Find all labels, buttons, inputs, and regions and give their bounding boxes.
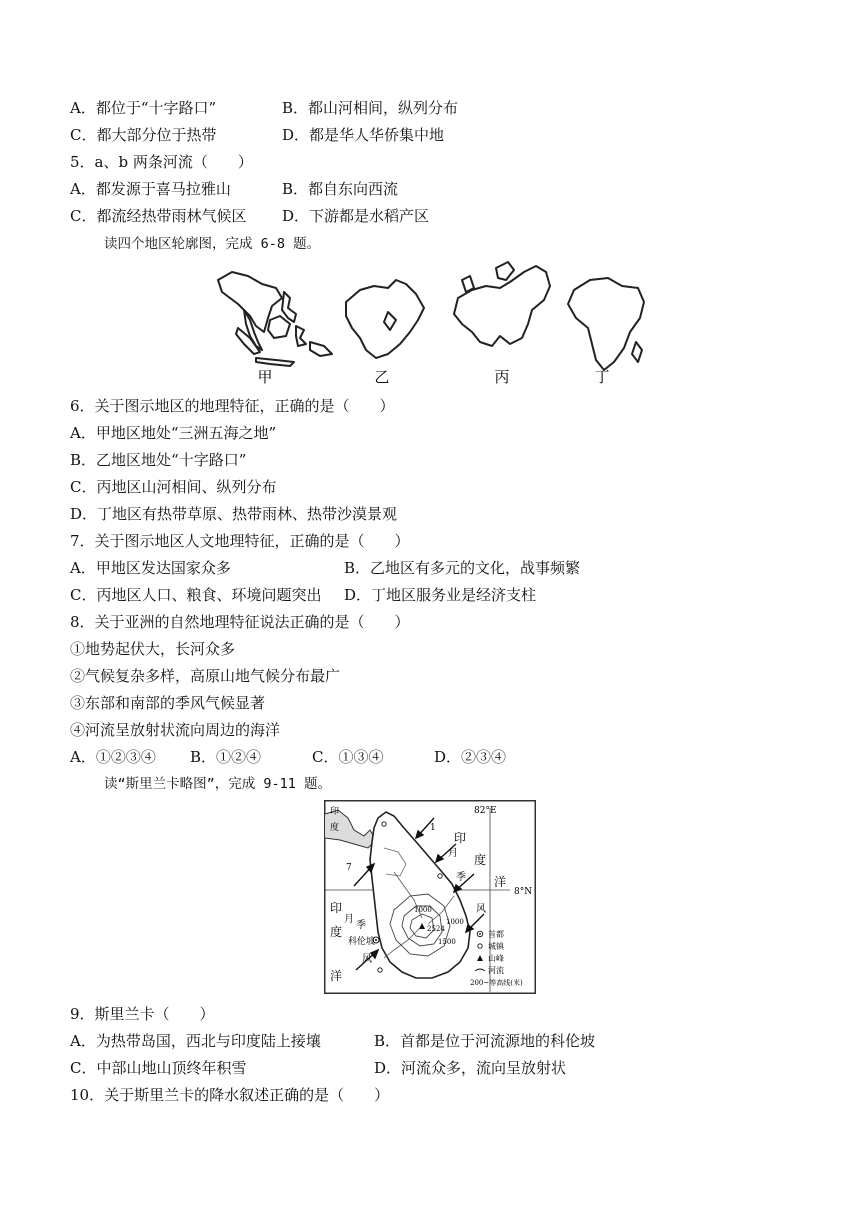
q5-stem: 5．a、b 两条河流（ ） bbox=[70, 153, 253, 171]
legend-peak-label: 山峰 bbox=[488, 954, 504, 963]
q5-option-b: B．都自东向西流 bbox=[282, 180, 399, 198]
q9-option-b: B．首都是位于河流源地的科伦坡 bbox=[374, 1032, 596, 1050]
q9-option-a: A．为热带岛国，西北与印度陆上接壤 bbox=[70, 1032, 321, 1050]
q8-statement-3: ③东部和南部的季风气候显著 bbox=[70, 694, 266, 712]
legend-town-label: 城镇 bbox=[488, 942, 504, 951]
outline-yi-gulf bbox=[384, 312, 396, 330]
map-label-ocean: 度 bbox=[474, 853, 487, 867]
q8-option-b: B．①②④ bbox=[190, 748, 262, 766]
legend-river-label: 河流 bbox=[488, 966, 504, 975]
map-label-month: 1 bbox=[430, 823, 436, 833]
q6-option-d: D．丁地区有热带草原、热带雨林、热带沙漠景观 bbox=[70, 505, 398, 523]
map-label-monsoon: 风 bbox=[362, 954, 372, 965]
map-label-ocean: 印 bbox=[330, 901, 343, 915]
map-label-lon: 82°E bbox=[474, 806, 497, 816]
q10-stem: 10．关于斯里兰卡的降水叙述正确的是（ ） bbox=[70, 1086, 390, 1104]
q8-stem: 8．关于亚洲的自然地理特征说法正确的是（ ） bbox=[70, 613, 410, 631]
q6-stem: 6．关于图示地区的地理特征，正确的是（ ） bbox=[70, 397, 395, 415]
label-yi: 乙 bbox=[374, 368, 390, 386]
map-label-monsoon: 季 bbox=[356, 920, 366, 931]
map-label-contour: 1500 bbox=[438, 938, 456, 946]
q7-stem: 7．关于图示地区人文地理特征，正确的是（ ） bbox=[70, 532, 410, 550]
map-label-lat: 8°N bbox=[514, 887, 533, 897]
q4-option-a: A．都位于“十字路口” bbox=[70, 99, 217, 117]
legend-contour-label: 200~等高线(米) bbox=[470, 979, 523, 987]
q7-option-c: C．丙地区人口、粮食、环境问题突出 bbox=[70, 586, 322, 604]
q5-option-d: D．下游都是水稻产区 bbox=[282, 207, 430, 225]
map-label-ocean: 印 bbox=[454, 831, 467, 845]
outline-jia-sulawesi bbox=[296, 326, 306, 346]
q7-option-b: B．乙地区有多元的文化，战事频繁 bbox=[344, 559, 581, 577]
outline-jia-newguinea bbox=[310, 342, 332, 356]
map-label-contour: 1000 bbox=[446, 918, 464, 926]
outline-jia-peninsula bbox=[244, 310, 262, 350]
instruction-9-11: 读“斯里兰卡略图”，完成 9-11 题。 bbox=[104, 776, 332, 792]
q7-option-d: D．丁地区服务业是经济支柱 bbox=[344, 586, 537, 604]
q6-option-c: C．丙地区山河相间、纵列分布 bbox=[70, 478, 277, 496]
map-label-city: 科伦坡 bbox=[348, 937, 376, 947]
map-label-monsoon: 风 bbox=[476, 904, 486, 915]
map-label-contour: 1000 bbox=[414, 906, 432, 914]
map-label-ocean: 洋 bbox=[494, 875, 507, 889]
map-label-month: 月 bbox=[448, 848, 458, 859]
outline-jia-philippines bbox=[282, 292, 296, 322]
legend-capital-label: 首都 bbox=[488, 930, 504, 939]
q8-statement-2: ②气候复杂多样，高原山地气候分布最广 bbox=[70, 667, 341, 685]
outline-jia-borneo bbox=[268, 316, 290, 338]
map-label-peak: 2524 bbox=[427, 925, 445, 933]
outline-ding-madagascar bbox=[632, 342, 642, 362]
map-label-india: 度 bbox=[330, 823, 340, 833]
q9-option-c: C．中部山地山顶终年积雪 bbox=[70, 1059, 247, 1077]
q4-option-b: B．都山河相间，纵列分布 bbox=[282, 99, 459, 117]
region-outline-figure bbox=[210, 258, 650, 390]
map-label-month: 7 bbox=[346, 863, 352, 873]
label-jia: 甲 bbox=[257, 368, 273, 386]
q6-option-a: A．甲地区地处“三洲五海之地” bbox=[70, 424, 277, 442]
instruction-6-8: 读四个地区轮廓图，完成 6-8 题。 bbox=[104, 236, 321, 252]
label-bing: 丙 bbox=[494, 368, 510, 386]
q8-option-d: D．②③④ bbox=[434, 748, 507, 766]
q8-option-a: A．①②③④ bbox=[70, 748, 156, 766]
q8-option-c: C．①③④ bbox=[312, 748, 384, 766]
q6-option-b: B．乙地区地处“十字路口” bbox=[70, 451, 247, 469]
map-label-monsoon: 季 bbox=[456, 872, 466, 883]
label-ding: 丁 bbox=[594, 368, 610, 386]
q5-option-c: C．都流经热带雨林气候区 bbox=[70, 207, 247, 225]
map-label-ocean: 洋 bbox=[330, 969, 343, 983]
map-label-month: 月 bbox=[344, 914, 354, 925]
map-label-india: 印 bbox=[330, 807, 340, 817]
q4-option-c: C．都大部分位于热带 bbox=[70, 126, 217, 144]
q9-stem: 9．斯里兰卡（ ） bbox=[70, 1005, 215, 1023]
outline-bing-scandinavia bbox=[496, 262, 514, 280]
outline-jia-java bbox=[256, 358, 294, 366]
q7-option-a: A．甲地区发达国家众多 bbox=[70, 559, 231, 577]
sri-lanka-map bbox=[324, 800, 536, 994]
q5-option-a: A．都发源于喜马拉雅山 bbox=[70, 180, 231, 198]
q8-statement-4: ④河流呈放射状流向周边的海洋 bbox=[70, 721, 281, 739]
outline-bing-britain bbox=[462, 276, 474, 292]
q8-statement-1: ①地势起伏大，长河众多 bbox=[70, 640, 236, 658]
map-label-ocean: 度 bbox=[330, 925, 343, 939]
q4-option-d: D．都是华人华侨集中地 bbox=[282, 126, 445, 144]
q9-option-d: D．河流众多，流向呈放射状 bbox=[374, 1059, 567, 1077]
